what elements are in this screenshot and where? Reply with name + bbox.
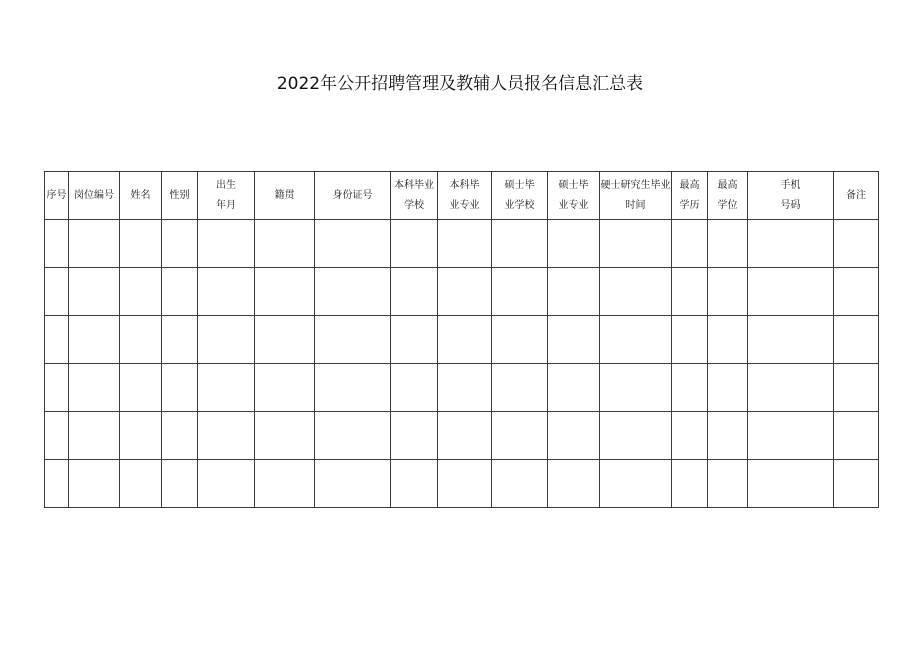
table-cell [162,268,198,316]
table-cell [834,268,879,316]
table-cell [198,460,255,508]
table-row [45,412,879,460]
table-cell [45,412,69,460]
table-cell [438,268,492,316]
column-header-label: 序号 [46,189,67,201]
table-cell [492,268,548,316]
table-cell [672,412,708,460]
table-cell [748,220,834,268]
table-cell [120,316,162,364]
column-header [198,172,255,220]
table-cell [315,460,391,508]
column-header-label: 本科毕 [449,179,480,191]
column-header-label: 学校 [404,199,424,211]
table-cell [438,316,492,364]
table-cell [708,364,748,412]
column-header-label: 年月 [216,199,236,211]
table-cell [748,460,834,508]
table-cell [69,412,120,460]
table-body [45,220,879,508]
table-cell [672,268,708,316]
table-cell [834,220,879,268]
table-cell [315,412,391,460]
table-cell [69,220,120,268]
table-cell [45,364,69,412]
table-cell [748,412,834,460]
table-cell [748,268,834,316]
table-cell [391,364,438,412]
table-cell [600,364,672,412]
column-header-label: 学位 [717,199,738,211]
table-cell [255,316,315,364]
table-cell [120,460,162,508]
table-cell [600,460,672,508]
table-cell [834,364,879,412]
column-header-label: 学历 [679,199,700,211]
table-cell [600,220,672,268]
column-header [162,172,198,220]
table-cell [120,412,162,460]
table-row [45,220,879,268]
table-cell [120,220,162,268]
table-cell [255,268,315,316]
column-header-label: 硕士毕 [558,179,589,191]
table-cell [600,316,672,364]
column-header-label: 籍贯 [274,189,295,201]
column-header [69,172,120,220]
table-cell [548,412,600,460]
column-header [255,172,315,220]
table-cell [69,316,120,364]
table-cell [438,364,492,412]
column-header-label: 身份证号 [332,189,373,201]
table-cell [162,316,198,364]
column-header [548,172,600,220]
table-cell [315,268,391,316]
table-cell [198,412,255,460]
table-cell [548,364,600,412]
table-cell [391,268,438,316]
table-cell [391,412,438,460]
table-cell [162,412,198,460]
table-cell [708,412,748,460]
header-row [45,172,879,220]
column-header-label: 号码 [780,199,801,211]
table-cell [198,364,255,412]
column-header-label: 最高 [717,179,738,191]
table-cell [492,412,548,460]
table-cell [45,460,69,508]
table-cell [315,316,391,364]
column-header-label: 岗位编号 [74,189,114,201]
column-header-label: 性别 [169,189,190,201]
table-cell [492,316,548,364]
document-title: 2022年公开招聘管理及教辅人员报名信息汇总表 [276,74,644,94]
table-cell [69,268,120,316]
table-cell [69,364,120,412]
table-cell [672,460,708,508]
table-cell [548,268,600,316]
table-cell [198,316,255,364]
table-cell [315,220,391,268]
column-header-label: 硕士毕 [504,179,535,191]
table-row [45,460,879,508]
table-cell [708,220,748,268]
table-cell [162,460,198,508]
column-header [315,172,391,220]
column-header [834,172,879,220]
table-cell [438,412,492,460]
table-row [45,268,879,316]
table-cell [748,316,834,364]
table-cell [198,220,255,268]
table-cell [672,220,708,268]
column-header-label: 业学校 [504,199,535,211]
table-cell [834,412,879,460]
table-cell [600,412,672,460]
column-header-label: 时间 [625,199,646,211]
registration-summary-table [44,171,879,508]
table-cell [162,220,198,268]
column-header-label: 备注 [846,189,866,201]
column-header-label: 业专业 [449,199,480,211]
table-cell [548,316,600,364]
table-cell [391,316,438,364]
column-header [672,172,708,220]
table-cell [45,220,69,268]
column-header-label: 姓名 [130,189,151,201]
table-cell [120,364,162,412]
column-header [748,172,834,220]
table-cell [198,268,255,316]
table-cell [492,460,548,508]
table-cell [255,412,315,460]
column-header [492,172,548,220]
table-cell [391,220,438,268]
table-cell [69,460,120,508]
table-cell [492,364,548,412]
column-header-label: 业专业 [558,199,589,211]
table-cell [834,316,879,364]
column-header-label: 本科毕业 [394,179,434,191]
column-header [438,172,492,220]
column-header-label: 最高 [679,179,700,191]
table-cell [548,460,600,508]
table-cell [548,220,600,268]
table-cell [708,460,748,508]
table-cell [438,460,492,508]
table-cell [315,364,391,412]
table-cell [672,316,708,364]
column-header-label: 出生 [216,179,236,191]
table-row [45,364,879,412]
column-header [600,172,672,220]
table-cell [45,268,69,316]
table-cell [438,220,492,268]
table-cell [391,460,438,508]
table-cell [120,268,162,316]
column-header [45,172,69,220]
table-cell [492,220,548,268]
table-cell [255,364,315,412]
column-header [391,172,438,220]
table-cell [748,364,834,412]
table-cell [708,268,748,316]
table-cell [255,220,315,268]
table-cell [45,316,69,364]
table-row [45,316,879,364]
table-cell [162,364,198,412]
column-header-label: 硬士研究生毕业 [600,179,671,191]
table-cell [834,460,879,508]
table-cell [672,364,708,412]
column-header [708,172,748,220]
table-cell [600,268,672,316]
table-cell [255,460,315,508]
column-header-label: 手机 [780,179,801,191]
table-cell [708,316,748,364]
column-header [120,172,162,220]
